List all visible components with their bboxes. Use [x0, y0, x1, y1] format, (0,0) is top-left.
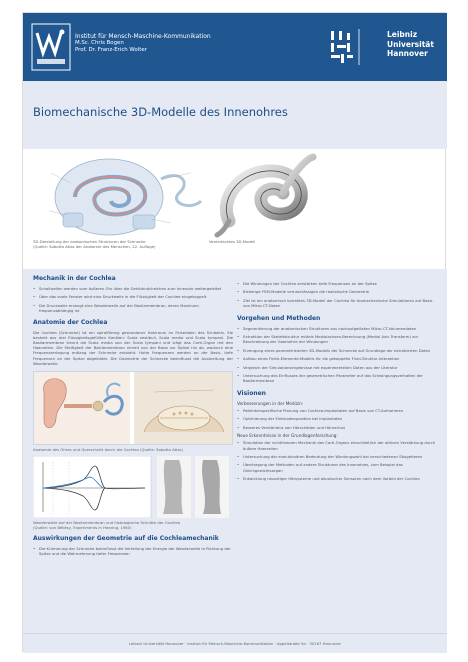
- list-item: • Ziel ist ein anatomisch korrektes 3D-Modell der Cochlea für biomechanische Simulationen auf Basis von Mikro-CT-Daten: [237, 298, 437, 309]
- ear-figure-caption: Anatomie des Ohres und Querschnitt durch die Cochlea (Quelle: Sobotta Atlas): [33, 447, 183, 453]
- auswirkungen-heading: Auswirkungen der Geometrie auf die Cochleamechanik: [33, 535, 219, 543]
- content-area: [23, 269, 447, 633]
- mechanik-list: [33, 286, 233, 314]
- wave-figure-caption: Wanderwelle auf der Basilarmembran und histologische Schnitte der Cochlea (Quelle: von Békésy, Experiments in Hearing, 1960): [33, 520, 181, 531]
- visionen-list-medizin: [237, 408, 437, 430]
- list-item: • Bisherige FEM-Modelle vernachlässigen die realistische Geometrie: [237, 289, 437, 294]
- university-name: Leibniz Universität Hannover: [387, 30, 434, 58]
- institute-name: Institut für Mensch-Maschine-Kommunikation: [75, 33, 211, 40]
- cochlea-anatomy-figure: [41, 153, 211, 249]
- list-item: • Erzeugung eines parametrisierten 3D-Modells der Schnecke auf Grundlage der extrahierten Daten: [237, 348, 437, 353]
- poster-title: Biomechanische 3D-Modelle des Innenohres: [33, 105, 288, 119]
- auswirkungen-list: [33, 546, 233, 557]
- poster-footer: [23, 633, 447, 653]
- list-item: • Die Windungen der Cochlea verstärken tiefe Frequenzen an der Spitze: [237, 281, 437, 286]
- list-item: • Extraktion der Skelettstruktur mittels Medialachsen-Berechnung (Medial Axis Transform) zur Beschreibung der Geometrie der Windungen: [237, 334, 437, 345]
- list-item: • Besseres Verständnis von Hörschäden und Hörverlust: [237, 425, 437, 430]
- figure-row: [23, 149, 447, 269]
- vorgehen-heading: Vorgehen und Methoden: [237, 314, 321, 322]
- list-item: • Optimierung der Elektrodenposition bei Implantaten: [237, 416, 437, 421]
- cochlea-3d-model-figure: [209, 149, 319, 239]
- list-item: • Die Krümmung der Schnecke beeinflusst die Verteilung der Energie der Wanderwelle in Richtung der Spitze und die Wahrnehmung tiefer Frequenzen: [33, 546, 233, 557]
- visionen-subheading-medizin: Verbesserungen in der Medizin:: [237, 400, 304, 406]
- author-2: Prof. Dr. Franz-Erich Wolter: [75, 47, 147, 53]
- vorgehen-list: [237, 326, 437, 384]
- visionen-heading: Visionen: [237, 389, 266, 397]
- right-column: [237, 275, 437, 485]
- author-1: M.Sc. Chris Bogen: [75, 40, 124, 46]
- list-item: • Untersuchung des Einflusses der geometrischen Parameter auf das Schwingungsverhalten der Basilarmembran: [237, 373, 437, 384]
- list-item: • Patientenspezifische Planung von Cochlea-Implantaten auf Basis von CT-Aufnahmen: [237, 408, 437, 413]
- visionen-list-forschung: [237, 440, 437, 481]
- ear-anatomy-figure: [33, 371, 233, 445]
- visionen-subheading-forschung: Neue Erkenntnisse in der Grundlagenforschung:: [237, 433, 338, 439]
- left-column: [33, 275, 233, 560]
- university-logo: [329, 29, 439, 65]
- title-band: [23, 81, 447, 149]
- footer-text: Leibniz Universität Hannover · Institut für Mensch-Maschine-Kommunikation · Appelstraße 9a · 30167 Hannover: [128, 641, 342, 646]
- institute-info: [75, 33, 211, 54]
- model-figure-caption: Vereinfachtes 3D-Modell: [209, 239, 256, 244]
- list-item: • Simulation der nichtlinearen Mechanik des Corti-Organs einschließlich der aktiven Verstärkung durch äußere Haarzellen: [237, 440, 437, 451]
- institute-logo: [31, 23, 71, 71]
- mechanik-heading: Mechanik in der Cochlea: [33, 275, 116, 282]
- traveling-wave-figure: [33, 456, 233, 518]
- list-item: • Vergleich der Simulationsergebnisse mit experimentellen Daten aus der Literatur: [237, 365, 437, 370]
- list-item: • Über das ovale Fenster wird eine Druckwelle in die Flüssigkeit der Cochlea eingekoppelt: [33, 294, 233, 299]
- list-item: • Aufbau eines Finite-Elemente-Modells für die gekoppelte Fluid-Struktur-Interaktion: [237, 356, 437, 361]
- list-item: • Schallwellen werden vom äußeren Ohr über die Gehörknöchelchen zum Innenohr weitergeleitet: [33, 286, 233, 291]
- cochlea-figure-caption: 3D-Darstellung der anatomischen Strukturen der Schnecke (Quelle: Sobotta Atlas der Anatomie des Menschen, 22. Auflage): [33, 239, 156, 249]
- poster: [22, 12, 446, 652]
- list-item: • Segmentierung der anatomischen Strukturen aus hochaufgelösten Mikro-CT-Volumendaten: [237, 326, 437, 331]
- list-item: • Übertragung der Methoden auf andere Strukturen des Innenohres, zum Beispiel das Gleichgewichtsorgan: [237, 462, 437, 473]
- list-item: • Die Druckwelle erzeugt eine Wanderwelle auf der Basilarmembran, deren Maximum frequenzabhängig ist: [33, 303, 233, 314]
- list-item: • Entwicklung neuartiger Hörsysteme und akustischer Sensoren nach dem Vorbild der Cochlea: [237, 476, 437, 481]
- intro-list: [237, 281, 437, 309]
- anatomie-heading: Anatomie der Cochlea: [33, 318, 108, 326]
- anatomie-text: Die Cochlea (Schnecke) ist ein spiralförmig gewundener Hohlraum im Felsenbein des Schädels. Sie besteht aus drei flüssigkeitsgefüllten Kanälen: Scala vestibuli, Scala media und Scala tympani. Die Basilarmembran trennt die Scala media von der Scala tympani und trägt das Corti-Organ mit den Haarzellen. Die Steifigkeit der Basilarmembran nimmt von der Basis zur Spitze hin ab, wodurch eine Frequenzzerlegung entlang der Schnecke entsteht. Hohe Frequenzen werden an der Basis, tiefe Frequenzen an der Spitze abgebildet. Die Geometrie der Schnecke beeinflusst die Ausbreitung der Wanderwelle.: [33, 329, 233, 366]
- poster-header: [23, 13, 447, 81]
- luh-mark-icon: [329, 29, 379, 65]
- list-item: • Untersuchung der evolutionären Bedeutung der Windungszahl bei verschiedenen Säugetieren: [237, 454, 437, 459]
